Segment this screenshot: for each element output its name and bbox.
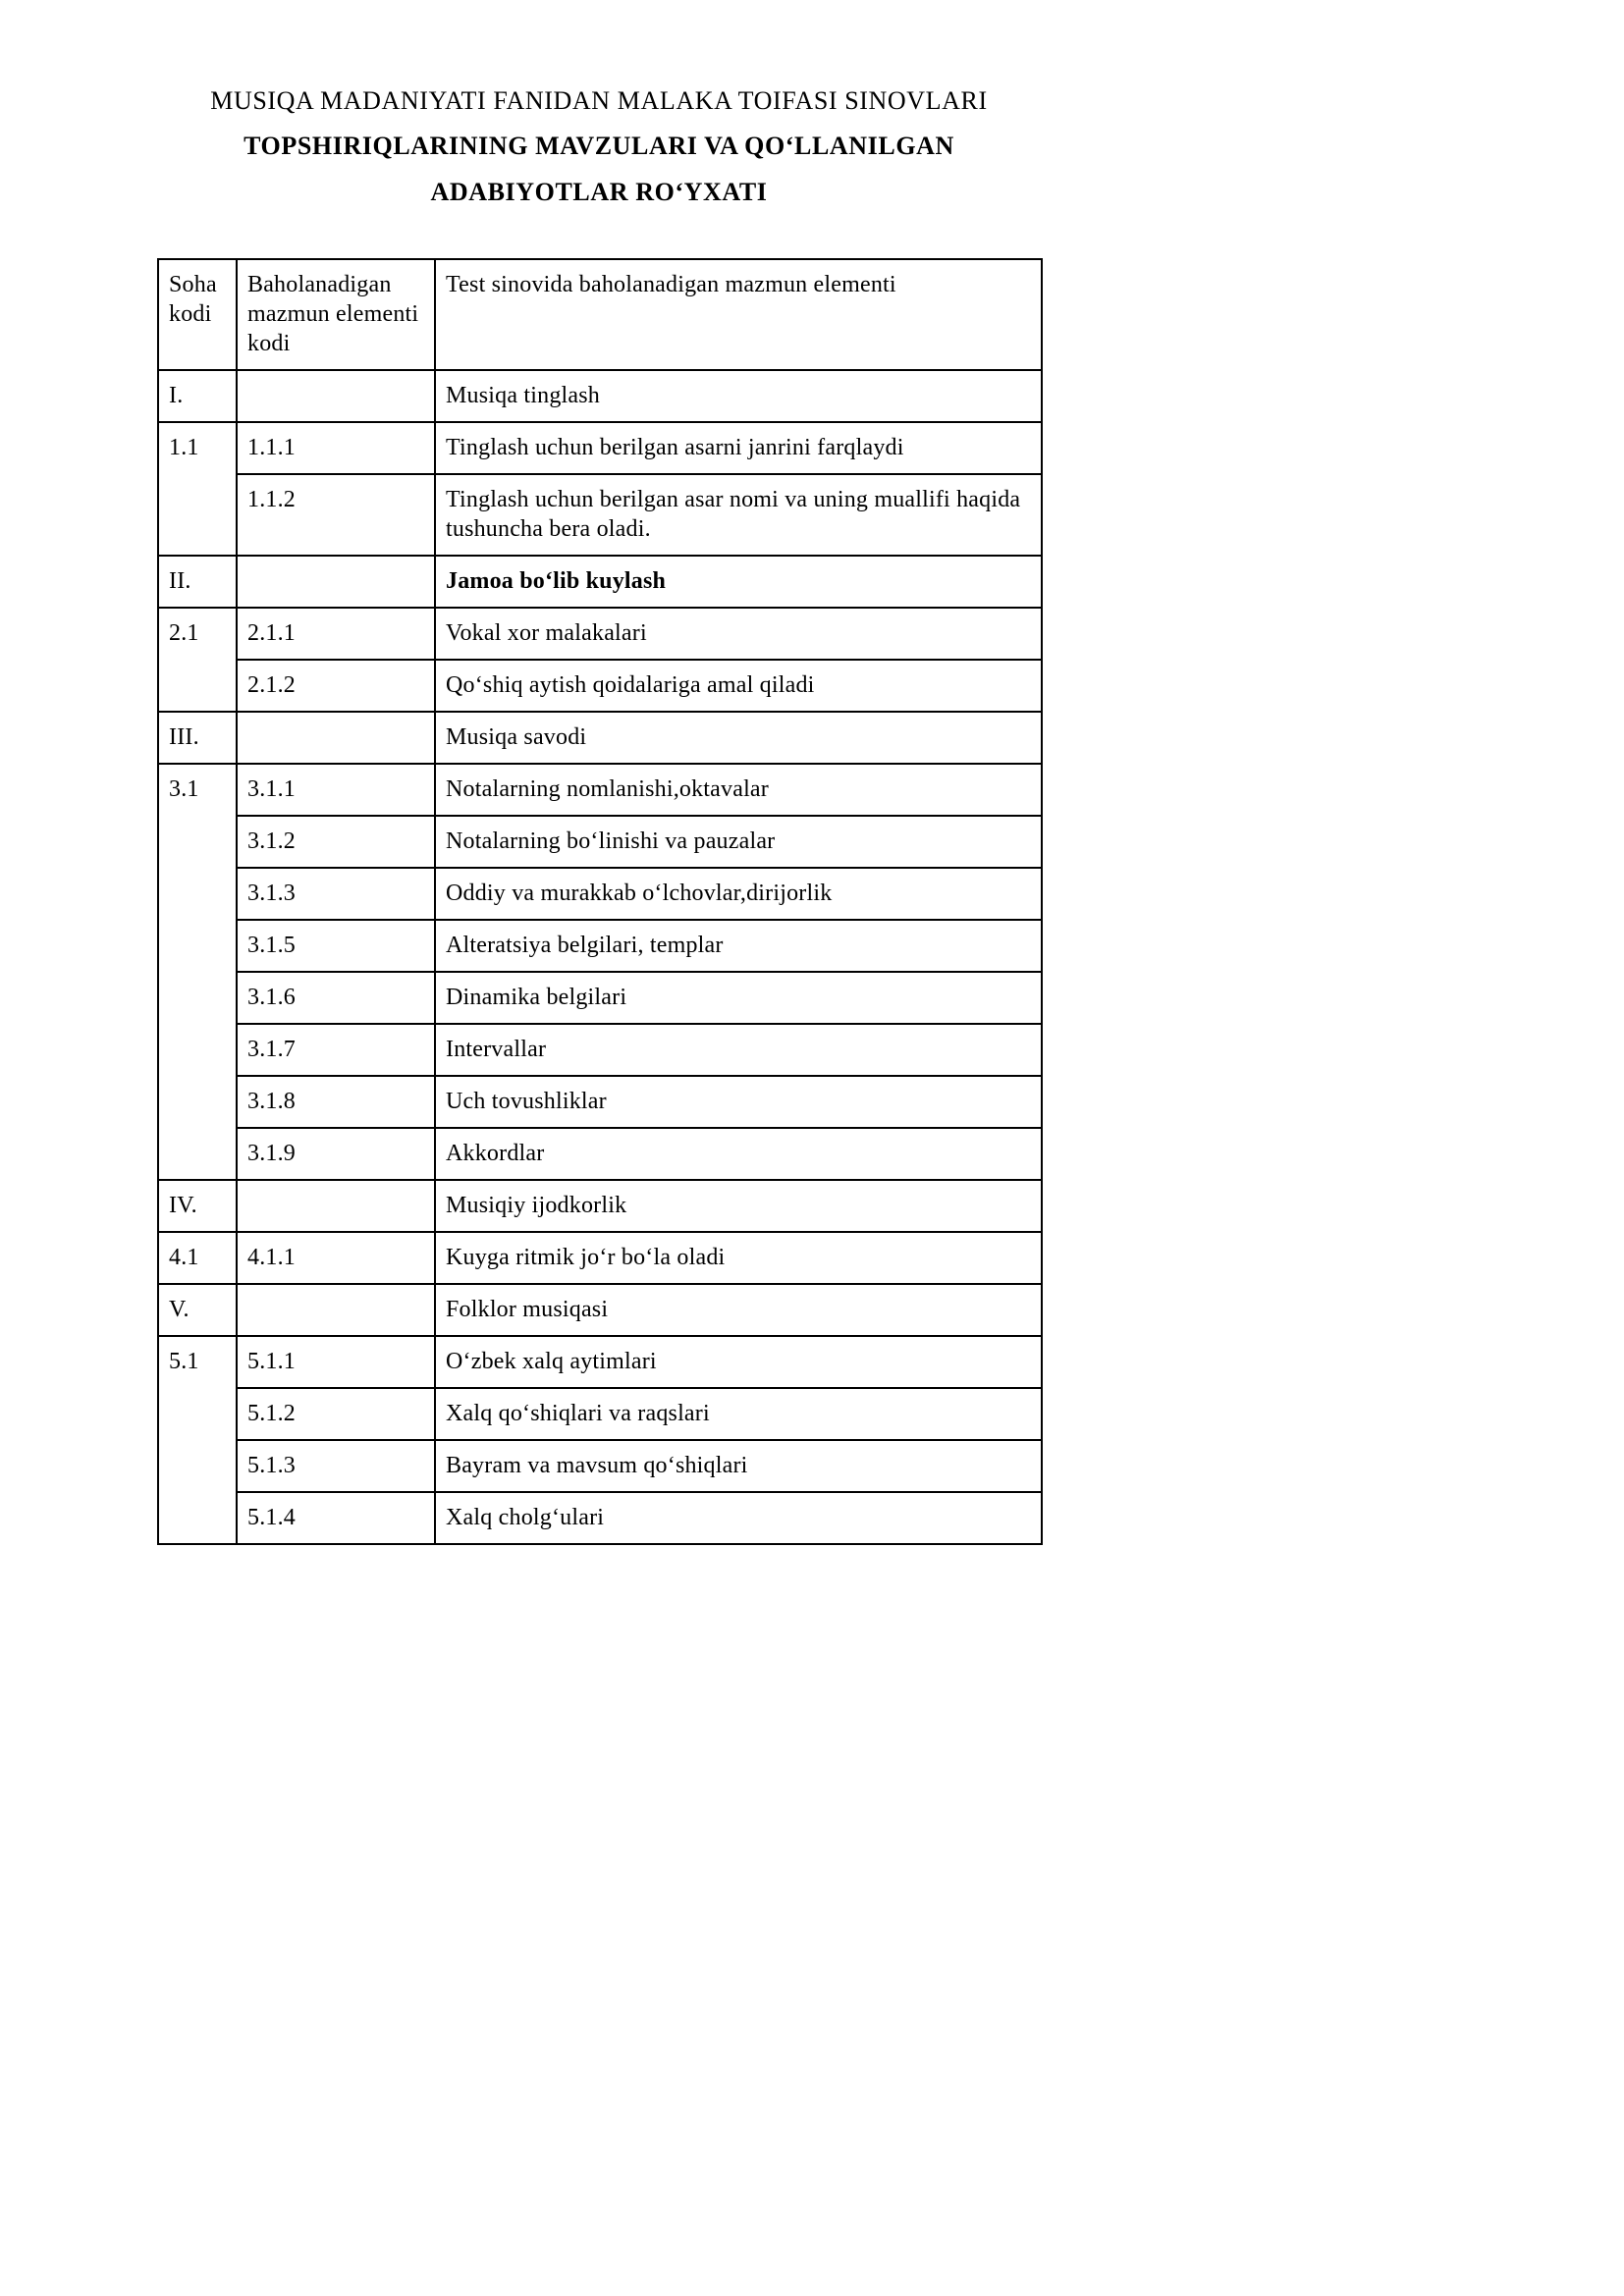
- cell-soha: 4.1: [158, 1232, 237, 1284]
- cell-code: 3.1.1: [237, 764, 435, 816]
- cell-content: Xalq cholg‘ulari: [435, 1492, 1042, 1544]
- table-row: [158, 660, 1042, 712]
- cell-content: Jamoa bo‘lib kuylash: [435, 556, 1042, 608]
- cell-soha: IV.: [158, 1180, 237, 1232]
- cell-soha: III.: [158, 712, 237, 764]
- table-row: [158, 370, 1042, 422]
- cell-code: [237, 1284, 435, 1336]
- cell-soha: V.: [158, 1284, 237, 1336]
- cell-code: 2.1.1: [237, 608, 435, 660]
- table-row: [158, 556, 1042, 608]
- cell-code: 4.1.1: [237, 1232, 435, 1284]
- cell-code: [237, 712, 435, 764]
- cell-content: O‘zbek xalq aytimlari: [435, 1336, 1042, 1388]
- title-line-2: TOPSHIRIQLARINING MAVZULARI VA QO‘LLANILGAN: [244, 132, 954, 161]
- table-header-row: [158, 259, 1042, 370]
- cell-code: 5.1.4: [237, 1492, 435, 1544]
- cell-code: 3.1.6: [237, 972, 435, 1024]
- cell-content: Xalq qo‘shiqlari va raqslari: [435, 1388, 1042, 1440]
- cell-code: 5.1.3: [237, 1440, 435, 1492]
- cell-content: Notalarning nomlanishi,oktavalar: [435, 764, 1042, 816]
- table-row: [158, 1076, 1042, 1128]
- cell-content: Qo‘shiq aytish qoidalariga amal qiladi: [435, 660, 1042, 712]
- cell-soha: II.: [158, 556, 237, 608]
- cell-soha: 3.1: [158, 764, 237, 1180]
- cell-content: Alteratsiya belgilari, templar: [435, 920, 1042, 972]
- table-row: [158, 474, 1042, 556]
- table-row: [158, 1440, 1042, 1492]
- cell-content: Tinglash uchun berilgan asarni janrini farqlaydi: [435, 422, 1042, 474]
- cell-content: Folklor musiqasi: [435, 1284, 1042, 1336]
- table-row: [158, 1388, 1042, 1440]
- cell-content: Notalarning bo‘linishi va pauzalar: [435, 816, 1042, 868]
- content-elements-table: [157, 258, 1043, 1545]
- document-content: [157, 0, 1041, 1545]
- cell-code: 3.1.7: [237, 1024, 435, 1076]
- cell-soha: I.: [158, 370, 237, 422]
- cell-content: Musiqa tinglash: [435, 370, 1042, 422]
- cell-code: [237, 370, 435, 422]
- cell-content: Akkordlar: [435, 1128, 1042, 1180]
- cell-soha: 5.1: [158, 1336, 237, 1544]
- cell-content: Dinamika belgilari: [435, 972, 1042, 1024]
- table-row: [158, 816, 1042, 868]
- cell-code: [237, 1180, 435, 1232]
- cell-code: 1.1.1: [237, 422, 435, 474]
- header-soha-kodi: Soha kodi: [158, 259, 237, 370]
- table-row: [158, 1024, 1042, 1076]
- header-test-mazmun-elementi: Test sinovida baholanadigan mazmun elementi: [435, 259, 1042, 370]
- cell-content: Oddiy va murakkab o‘lchovlar,dirijorlik: [435, 868, 1042, 920]
- cell-content: Musiqiy ijodkorlik: [435, 1180, 1042, 1232]
- table-row: [158, 608, 1042, 660]
- cell-code: 5.1.1: [237, 1336, 435, 1388]
- cell-code: 2.1.2: [237, 660, 435, 712]
- cell-code: 3.1.3: [237, 868, 435, 920]
- cell-content: Tinglash uchun berilgan asar nomi va uning muallifi haqida tushuncha bera oladi.: [435, 474, 1042, 556]
- header-mazmun-elementi-kodi: Baholanadigan mazmun elementi kodi: [237, 259, 435, 370]
- table-row: [158, 972, 1042, 1024]
- cell-code: 3.1.5: [237, 920, 435, 972]
- table-row: [158, 1492, 1042, 1544]
- title-line-3: ADABIYOTLAR RO‘YXATI: [430, 177, 768, 206]
- cell-content: Uch tovushliklar: [435, 1076, 1042, 1128]
- cell-code: 3.1.9: [237, 1128, 435, 1180]
- table-row: [158, 1180, 1042, 1232]
- document-title: [157, 79, 1041, 215]
- cell-code: 3.1.8: [237, 1076, 435, 1128]
- cell-content: Bayram va mavsum qo‘shiqlari: [435, 1440, 1042, 1492]
- table-row: [158, 1336, 1042, 1388]
- cell-soha: 1.1: [158, 422, 237, 556]
- cell-content: Intervallar: [435, 1024, 1042, 1076]
- table-row: [158, 1232, 1042, 1284]
- cell-code: 1.1.2: [237, 474, 435, 556]
- cell-content: Musiqa savodi: [435, 712, 1042, 764]
- cell-soha: 2.1: [158, 608, 237, 712]
- table-row: [158, 712, 1042, 764]
- cell-code: 3.1.2: [237, 816, 435, 868]
- cell-content: Kuyga ritmik jo‘r bo‘la oladi: [435, 1232, 1042, 1284]
- title-line-1: MUSIQA MADANIYATI FANIDAN MALAKA TOIFASI SINOVLARI: [210, 86, 988, 115]
- table-row: [158, 920, 1042, 972]
- table-row: [158, 422, 1042, 474]
- table-row: [158, 1284, 1042, 1336]
- cell-code: [237, 556, 435, 608]
- cell-code: 5.1.2: [237, 1388, 435, 1440]
- cell-content: Vokal xor malakalari: [435, 608, 1042, 660]
- table-row: [158, 1128, 1042, 1180]
- table-row: [158, 764, 1042, 816]
- table-row: [158, 868, 1042, 920]
